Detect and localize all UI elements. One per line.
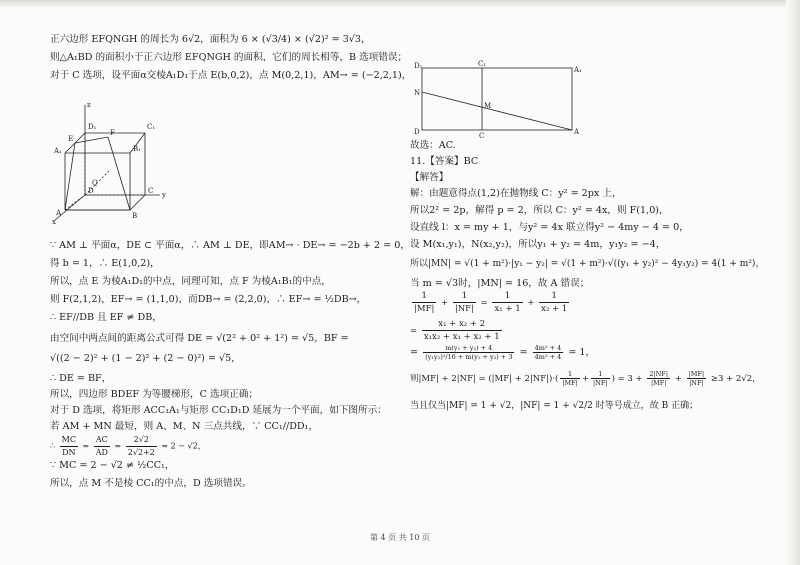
- fraction: $\frac{1}{\text{x₁ + 1}}$: [494, 291, 521, 314]
- fraction: $\frac{\text{4m² + 4}}{\text{4m² + 4}}$: [534, 344, 562, 361]
- left-line-11: ∴ DE = BF，: [50, 373, 112, 384]
- fraction: $\frac{\text{x₁ + x₂ + 2}}{\text{x₁x₂ + x₁ + x₂ + 1}}$: [423, 319, 500, 342]
- right-line-9: 当 m = √3时，|MN| = 16，故 A 错误；: [410, 278, 590, 289]
- right-line-13: 则|MF| + 2|NF| = (|MF| + 2|NF|)·( $\frac{1}{|MF|}$ + $\frac{1}{|NF|}$ ) = 3 + $\frac{2|NF|}{|MF|}$ + $\frac{|MF|}{|NF|}$ ≥3 + 2√2，: [410, 370, 761, 387]
- label-A1: A₁: [54, 147, 62, 155]
- right-line-4: 解：由题意得点(1,2)在抛物线 C：y² = 2px 上，: [410, 188, 622, 199]
- label-E: E: [68, 135, 74, 143]
- cube-figure: [50, 85, 200, 225]
- line-NA: [422, 92, 572, 130]
- left-line-1: 正六边形 EFQNGH 的周长为 6√2，面积为 6 × (√3/4) × (√2)² = 3√3，: [50, 34, 371, 45]
- right-line-1: 故选：AC.: [410, 140, 456, 151]
- right-line-8: 所以|MN| = √(1 + m²)·|y₁ − y₂| = √(1 + m²)·√((y₁ + y₂)² − 4y₁y₂) = 4(1 + m²)，: [410, 259, 765, 269]
- rect-label-N: N: [414, 89, 421, 97]
- left-line-3: 对于 C 选项，设平面α交棱A₁D₁于点 E(b,0,2)，点 M(0,2,1)，AM→ = (−2,2,1)，: [50, 70, 412, 81]
- rectangle: [422, 68, 572, 130]
- left-line-16: ∵ MC = 2 − √2 ≠ ½CC₁，: [50, 460, 175, 471]
- fraction: $\frac{MC}{DN}$: [61, 435, 76, 457]
- left-line-8: ∴ EF//DB 且 EF ≠ DB，: [50, 312, 162, 323]
- fraction: $\frac{2|NF|}{|MF|}$: [649, 370, 669, 387]
- left-line-13: 对于 D 选项，将矩形 ACC₁A₁与矩形 CC₁D₁D 延展为一个平面，如下图所示：: [50, 405, 387, 416]
- scan-shadow-right: [786, 0, 800, 565]
- scan-shadow-top: [0, 0, 800, 8]
- rect-label-A: A: [574, 128, 580, 136]
- fraction: $\frac{AC}{AD}$: [95, 435, 108, 457]
- left-line-7: 则 F(2,1,2)，EF→ = (1,1,0)，而DB→ = (2,2,0)，∴ EF→ = ½DB→，: [50, 294, 367, 305]
- fraction: $\frac{|MF|}{|NF|}$: [688, 370, 705, 387]
- fraction: $\frac{1}{|MF|}$: [414, 291, 435, 314]
- label-C: C: [148, 187, 154, 195]
- rect-label-C: C: [479, 132, 485, 140]
- section-line: [108, 137, 130, 210]
- right-line-2: 11.【答案】BC: [410, 156, 479, 167]
- page-footer: 第 4 页 共 10 页: [370, 533, 430, 542]
- left-line-10: √((2 − 2)² + (1 − 2)² + (2 − 0)²) = √5，: [50, 353, 241, 364]
- right-line-10: $\frac{1}{|MF|}$ + $\frac{1}{|NF|}$ = $\frac{1}{\text{x₁ + 1}}$ + $\frac{1}{\text{x₂ + 1}}$: [414, 291, 568, 314]
- right-line-7: 设 M(x₁,y₁)，N(x₂,y₂)，所以y₁ + y₂ = 4m，y₁y₂ = −4，: [410, 239, 666, 250]
- label-D: D: [88, 187, 94, 195]
- label-F: F: [110, 129, 115, 137]
- right-line-6: 设直线 l：x = my + 1，与y² = 4x 联立得y² − 4my − 4 = 0，: [410, 222, 689, 233]
- left-line-6: 所以，点 E 为棱A₁D₁的中点，同理可知，点 F 为棱A₁B₁的中点，: [50, 276, 331, 287]
- fraction: $\frac{1}{|NF|}$: [593, 370, 608, 387]
- unfolded-rectangle-figure: [412, 60, 582, 140]
- fraction: $\frac{2√2}{2√2+2}$: [127, 435, 155, 457]
- label-x: x: [52, 218, 56, 225]
- left-line-5: 得 b = 1，∴ E(1,0,2)，: [50, 258, 160, 269]
- left-line-15: ∴ $\frac{MC}{DN}$ = $\frac{AC}{AD}$ = $\frac{2√2}{2√2+2}$ = 2 − √2，: [50, 435, 206, 457]
- fraction: $\frac{\text{m(y₁ + y₂) + 4}}{\text{(y₁y₂)²/16 + m(y₁ + y₂) + 3}}$: [425, 344, 513, 361]
- right-line-11: = $\frac{\text{x₁ + x₂ + 2}}{\text{x₁x₂ + x₁ + x₂ + 1}}$: [410, 319, 500, 342]
- label-A: A: [56, 209, 62, 217]
- rect-label-M: M: [484, 102, 492, 110]
- label-B1: B₁: [133, 145, 141, 153]
- rect-label-A1: A₁: [574, 66, 582, 74]
- label-z: z: [87, 101, 91, 109]
- left-line-14: 若 AM + MN 最短，则 A、M、N 三点共线，∵ CC₁//DD₁，: [50, 421, 319, 432]
- fraction: $\frac{1}{|NF|}$: [454, 291, 474, 314]
- right-line-12: = $\frac{\text{m(y₁ + y₂) + 4}}{\text{(y₁y₂)²/16 + m(y₁ + y₂) + 3}}$ = $\frac{\text{4m² + 4}}{\text{4m² + 4}}$ = 1，: [410, 344, 596, 361]
- label-B: B: [132, 212, 138, 220]
- therefore-symbol: ∴: [50, 441, 56, 451]
- right-line-5: 所以2² = 2p，解得 p = 2，所以 C：y² = 4x，则 F(1,0)，: [410, 205, 669, 216]
- rect-label-D: D: [414, 128, 420, 136]
- right-line-3: 【解答】: [410, 172, 449, 183]
- left-line-4: ∵ AM ⊥ 平面α，DE ⊂ 平面α，∴ AM ⊥ DE，即AM→ · DE→ = −2b + 2 = 0，: [50, 240, 410, 251]
- left-line-12: 所以，四边形 BDEF 为等腰梯形，C 选项正确；: [50, 389, 258, 400]
- label-Q: Q: [92, 179, 98, 187]
- cube-edge: [130, 195, 145, 210]
- label-y: y: [162, 191, 166, 199]
- fraction: $\frac{1}{|MF|}$: [562, 370, 578, 387]
- label-C1: C₁: [147, 123, 156, 131]
- left-line-9: 由空间中两点间的距离公式可得 DE = √(2² + 0² + 1²) = √5，BF =: [50, 333, 349, 344]
- left-line-17: 所以，点 M 不是棱 CC₁的中点，D 选项错误。: [50, 478, 252, 489]
- left-line-2: 则△A₁BD 的面积小于正六边形 EFQNGH 的面积，它们的周长相等，B 选项错误；: [50, 52, 408, 63]
- rect-label-D1: D₁: [414, 62, 423, 70]
- fraction: $\frac{1}{\text{x₂ + 1}}$: [541, 291, 568, 314]
- label-D1: D₁: [88, 123, 97, 131]
- right-line-14: 当且仅当|MF| = 1 + √2，|NF| = 1 + √2/2 时等号成立，故 B 正确；: [410, 401, 699, 411]
- rect-label-C1: C₁: [478, 60, 487, 68]
